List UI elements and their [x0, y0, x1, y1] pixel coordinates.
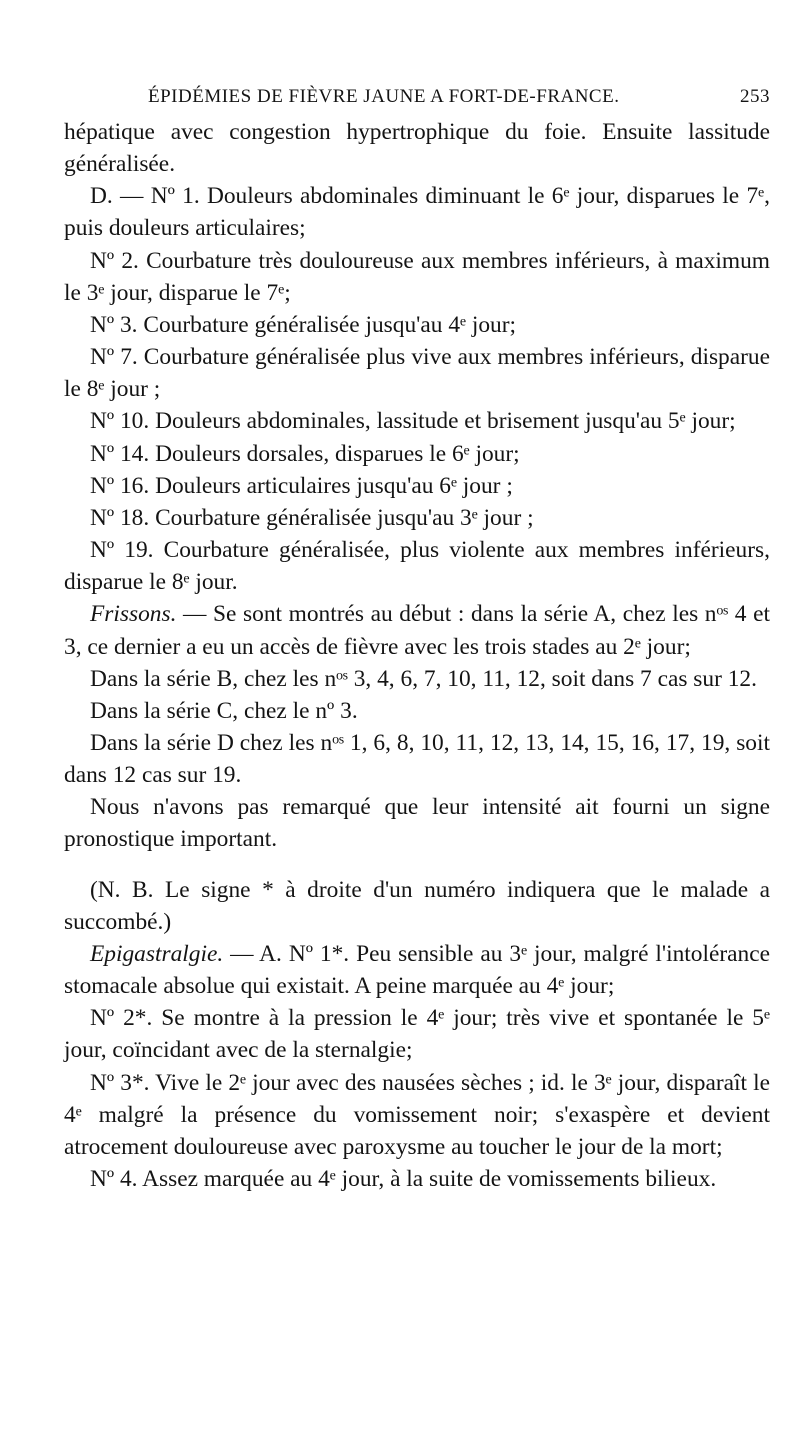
- paragraph: Nº 2*. Se montre à la pression le 4ᵉ jour; très vive et spontanée le 5ᵉ jour, coïncidant avec de la sternalgie;: [64, 1005, 770, 1064]
- paragraph: Nº 16. Douleurs articulaires jusqu'au 6ᵉ jour ;: [90, 472, 513, 499]
- paragraph-text: — Se sont montrés au début : dans la série A, chez les nᵒˢ 4 et 3, ce dernier a eu un accès de fièvre avec les trois stades au 2ᵉ jour;: [64, 601, 770, 660]
- running-head: [64, 82, 770, 116]
- paragraph-text: — A. Nº 1*. Peu sensible au 3ᵉ jour, malgré l'intolérance stomacale absolue qui existait. A peine marquée au 4ᵉ jour;: [64, 940, 770, 1000]
- italic-lead-epigastralgie: Epigastralgie.: [90, 940, 224, 967]
- paragraph: Dans la série D chez les nᵒˢ 1, 6, 8, 10, 11, 12, 13, 14, 15, 16, 17, 19, soit dans 12 cas sur 19.: [64, 729, 770, 789]
- paragraph: Nº 2. Courbature très douloureuse aux membres inférieurs, à maximum le 3ᵉ jour, disparue le 7ᵉ;: [64, 247, 770, 306]
- paragraph: Nº 4. Assez marquée au 4ᵉ jour, à la suite de vomissements bilieux.: [90, 1166, 717, 1192]
- italic-lead-frissons: Frissons.: [90, 601, 177, 628]
- paragraph-gap: [64, 856, 770, 874]
- paragraph: Nº 18. Courbature généralisée jusqu'au 3ᵉ jour ;: [90, 504, 534, 531]
- paragraph: hépatique avec congestion hypertrophique du foie. Ensuite lassitude généralisée.: [64, 119, 770, 178]
- paragraph: Dans la série C, chez le nº 3.: [90, 697, 358, 724]
- paragraph: Nº 3*. Vive le 2ᵉ jour avec des nausées sèches ; id. le 3ᵉ jour, disparaît le 4ᵉ malgré la présence du vomissement noir; s'exaspère et devient atrocement douloureuse avec paroxysme au toucher le jour de la mort;: [64, 1069, 770, 1160]
- paragraph: Nº 19. Courbature généralisée, plus violente aux membres inférieurs, disparue le 8ᵉ jour.: [64, 537, 770, 596]
- paragraph: Nº 10. Douleurs abdominales, lassitude et brisement jusqu'au 5ᵉ jour;: [90, 408, 736, 435]
- running-title: ÉPIDÉMIES DE FIÈVRE JAUNE A FORT-DE-FRANCE.: [148, 86, 620, 107]
- paragraph: Nº 14. Douleurs dorsales, disparues le 6ᵉ jour;: [90, 440, 520, 467]
- paragraph: Nº 3. Courbature généralisée jusqu'au 4ᵉ jour;: [90, 311, 517, 338]
- paragraph: Nº 7. Courbature généralisée plus vive aux membres inférieurs, disparue le 8ᵉ jour ;: [64, 344, 770, 403]
- book-page: [64, 82, 770, 1195]
- body-text: [64, 116, 770, 1195]
- paragraph: D. — Nº 1. Douleurs abdominales diminuant le 6ᵉ jour, disparues le 7ᵉ, puis douleurs articulaires;: [64, 183, 770, 242]
- paragraph: Nous n'avons pas remarqué que leur intensité ait fourni un signe pronostique important.: [64, 794, 770, 853]
- page-number: 253: [740, 86, 770, 107]
- paragraph: Dans la série B, chez les nᵒˢ 3, 4, 6, 7, 10, 11, 12, soit dans 7 cas sur 12.: [90, 665, 757, 692]
- paragraph-frissons: [64, 598, 770, 662]
- paragraph-note: (N. B. Le signe * à droite d'un numéro indiquera que le malade a succombé.): [64, 876, 770, 935]
- paragraph-epigastralgie: [64, 938, 770, 1002]
